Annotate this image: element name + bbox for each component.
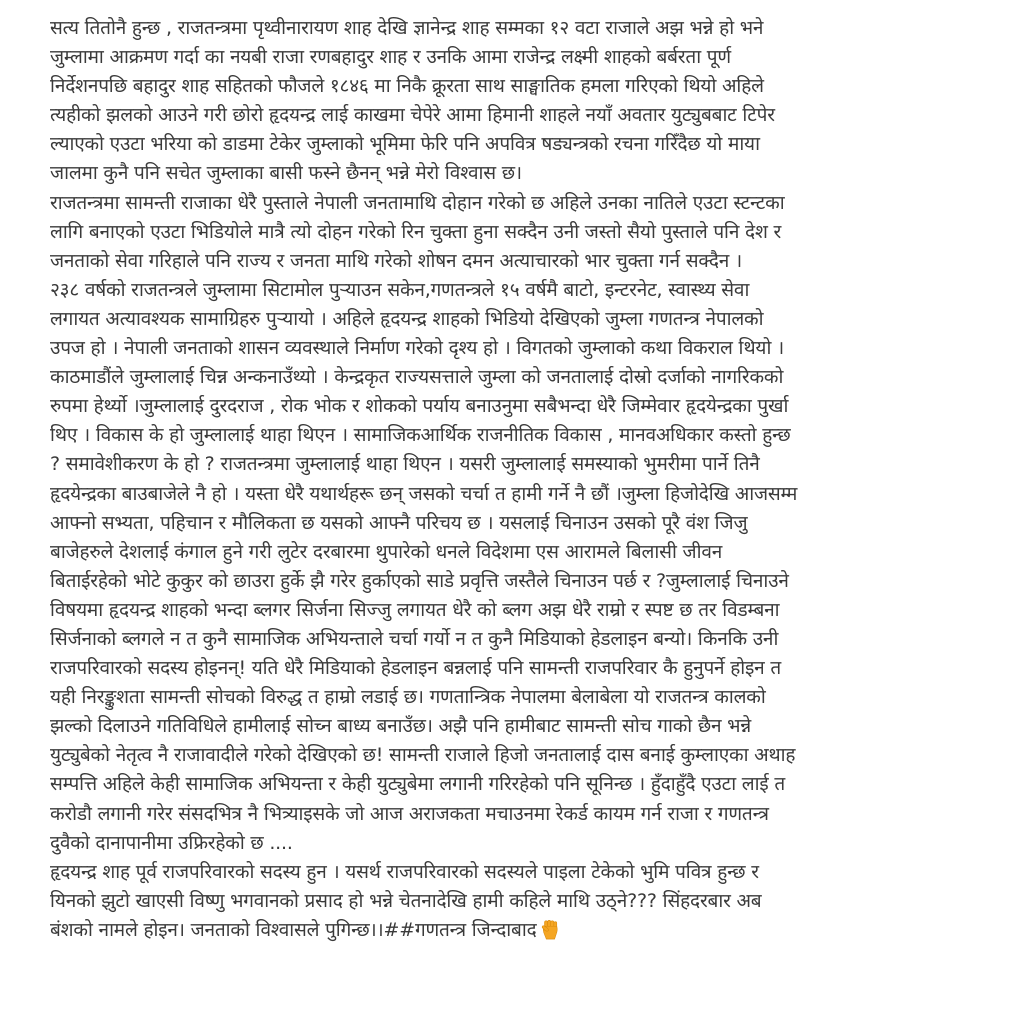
text-line: त्यहीको झलको आउने गरी छोरो हृदयन्द्र लाई काखमा चेपेरे आमा हिमानी शाहले नयाँ अवतार युट्युबबाट टिपेर [50,104,775,127]
text-line: लगायत अत्यावश्यक सामाग्रिहरु पुर्‍यायो । अहिले हृदयन्द्र शाहको भिडियो देखिएको जुम्ला गणतन्त्र नेपालको [50,307,764,330]
text-line: निर्देशनपछि बहादुर शाह सहितको फौजले १८४६ मा निकै क्रूरता साथ साङ्घातिक हमला गरिएको थियो अहिले [50,75,764,98]
text-line: बिताईरहेको भोटे कुकुर को छाउरा हुर्के झै गरेर हुर्काएको साडे प्रवृत्ति जस्तैले चिनाउन पर्छ र ?जुम्लालाई चिनाउने [50,569,789,592]
text-line: रुपमा हेर्थ्यो ।जुम्लालाई दुरदराज , रोक भोक र शोकको पर्याय बनाउनुमा सबैभन्दा धेरै जिम्मेवार हृदयेन्द्रका पुर्खा [50,395,789,418]
text-line: राजपरिवारको सदस्य होइनन्! यति धेरै मिडियाको हेडलाइन बन्नलाई पनि सामन्ती राजपरिवार कै हुनुपर्ने होइन त [50,657,781,680]
text-line: २३८ वर्षको राजतन्त्रले जुम्लामा सिटामोल पुर्‍याउन सकेन,गणतन्त्रले १५ वर्षमै बाटो, इन्टरनेट, स्वास्थ्य सेवा [50,278,750,301]
text-line: यही निरङ्कुशता सामन्ती सोचको विरुद्ध त हाम्रो लडाई छ। गणतान्त्रिक नेपालमा बेलाबेला यो राजतन्त्र कालको [50,686,766,709]
text-line: आफ्नो सभ्यता, पहिचान र मौलिकता छ यसको आफ्नै परिचय छ । यसलाई चिनाउन उसको पूरै वंश जिजु [50,511,748,534]
text-line: सत्य तितोनै हुन्छ , राजतन्त्रमा पृथ्वीनारायण शाह देखि ज्ञानेन्द्र शाह सम्मका १२ वटा राजाले अझ भन्ने हो भने [50,17,764,39]
text-line: ल्याएको एउटा भरिया को डाडमा टेकेर जुम्लाको भूमिमा फेरि पनि अपवित्र षड्यन्त्रको रचना गरिँदैछ यो माया [50,133,760,156]
text-line: झल्को दिलाउने गतिविधिले हामीलाई सोच्न बाध्य बनाउँछ। अझै पनि हामीबाट सामन्ती सोच गाको छैन भन्ने [50,715,751,738]
text-line: काठमाडौंले जुम्लालाई चिन्न अन्कनाउँथ्यो । केन्द्रकृत राज्यसत्ताले जुम्ला को जनतालाई दोस्रो दर्जाको नागरिकको [50,366,784,389]
text-line: सम्पत्ति अहिले केही सामाजिक अभियन्ता र केही युट्युबेमा लगानी गरिरहेको पनि सूनिन्छ । हुँदाहुँदै एउटा लाई त [50,773,785,796]
post-text [50,14,930,945]
text-line: जालमा कुनै पनि सचेत जुम्लाका बासी फस्ने छैनन् भन्ने मेरो विश्वास छ। [50,162,522,185]
text-line: करोडौ लगानी गरेर संसदभित्र नै भित्र्याइसके जो आज अराजकता मचाउनमा रेकर्ड कायम गर्न राजा र गणतन्त्र [50,802,769,825]
text-line: बाजेहरुले देशलाई कंगाल हुने गरी लुटेर दरबारमा थुपारेको धनले विदेशमा एस आरामले बिलासी जीवन [50,540,723,563]
text-line: लागि बनाएको एउटा भिडियोले मात्रै त्यो दोहन गरेको रिन चुक्ता हुना सक्दैन उनी जस्तो सैयो पुस्ताले पनि देश र [50,220,782,243]
text-line: विषयमा हृदयन्द्र शाहको भन्दा ब्लगर सिर्जना सिज्जु लगायत धेरै को ब्लग अझ धेरै राम्रो र स्पष्ट छ तर विडम्बना [50,598,780,621]
text-line: ? समावेशीकरण के हो ? राजतन्त्रमा जुम्लालाई थाहा थिएन । यसरी जुम्लालाई समस्याको भुमरीमा पार्ने तिनै [50,453,760,476]
text-line: जुम्लामा आक्रमण गर्दा का नयबी राजा रणबहादुर शाह र उनकि आमा राजेन्द्र लक्ष्मी शाहको बर्बरता पूर्ण [50,46,731,69]
text-line: हृदयन्द्र शाह पूर्व राजपरिवारको सदस्य हुन । यसर्थ राजपरिवारको सदस्यले पाइला टेकेको भुमि पवित्र हुन्छ र [50,860,759,883]
text-line: युट्युबेको नेतृत्व नै राजावादीले गरेको देखिएको छ! सामन्ती राजाले हिजो जनतालाई दास बनाई कुम्लाएका अथाह [50,744,796,767]
text-line: दुवैको दानापानीमा उफ्रिरहेको छ .... [50,831,293,854]
text-line: उपज हो । नेपाली जनताको शासन व्यवस्थाले निर्माण गरेको दृश्य हो । विगतको जुम्लाको कथा विकराल थियो । [50,337,785,360]
text-line: हृदयेन्द्रका बाउबाजेले नै हो । यस्ता धेरै यथार्थहरू छन् जसको चर्चा त हामी गर्ने नै छौं ।जुम्ला हिजोदेखि आजसम्म [50,482,798,505]
text-line: बंशको नामले होइन। जनताको विश्वासले पुगिन्छ।।##गणतन्त्र जिन्दाबाद [50,916,930,945]
text-line: थिए । विकास के हो जुम्लालाई थाहा थिएन । सामाजिकआर्थिक राजनीतिक विकास , मानवअधिकार कस्तो हुन्छ [50,424,791,447]
text-line: राजतन्त्रमा सामन्ती राजाका धेरै पुस्ताले नेपाली जनतामाथि दोहान गरेको छ अहिले उनका नातिले एउटा स्टन्टका [50,191,785,214]
raised-fist-icon [539,918,561,940]
text-line: सिर्जनाको ब्लगले न त कुनै सामाजिक अभियन्ताले चर्चा गर्यो न त कुनै मिडियाको हेडलाइन बन्यो। किनकि उनी [50,627,779,650]
text-line: यिनको झुटो खाएसी विष्णु भगवानको प्रसाद हो भन्ने चेतनादेखि हामी कहिले माथि उठ्ने??? सिंहदरबार अब [50,889,762,912]
text-line: जनताको सेवा गरिहाले पनि राज्य र जनता माथि गरेको शोषन दमन अत्याचारको भार चुक्ता गर्न सक्दैन । [50,249,742,272]
